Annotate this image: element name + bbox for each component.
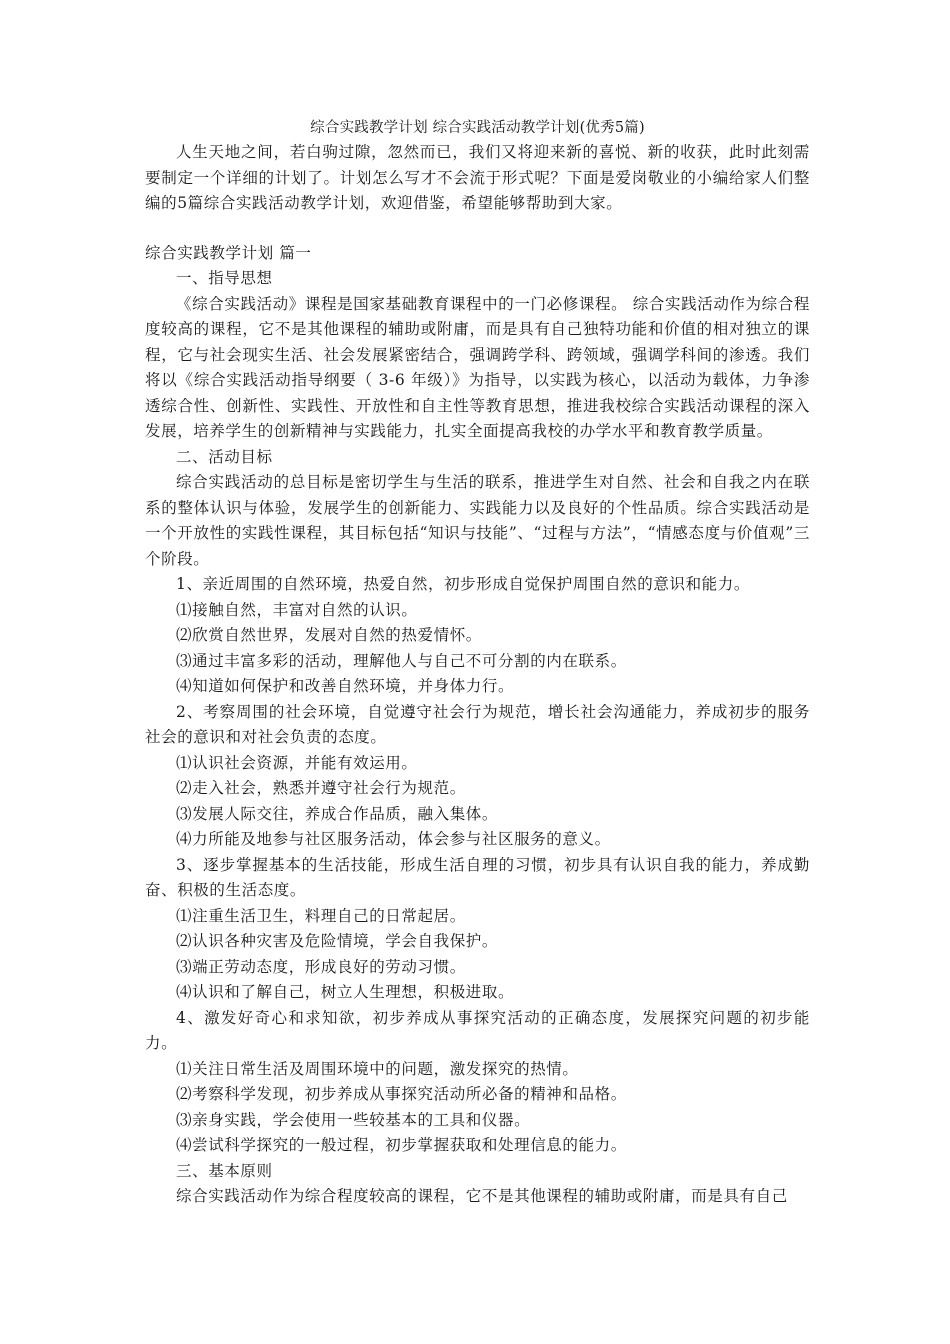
sub-item: ⑴关注日常生活及周围环境中的问题，激发探究的热情。 (176, 1059, 579, 1078)
paragraph: 《综合实践活动》课程是国家基础教育课程中的一门必修课程。 综合实践活动作为综合程度较高的课程，它不是其他课程的辅助或附庸，而是具有自己独特功能和价值的相对独立的课程，它与社会现实生活、社会发展紧密结合，强调跨学科、跨领域，强调学科间的渗透。我们将以《综合实践活动指导纲要（ 3-6 年级）》为指导，以实践为核心，以活动为载体，力争渗透综合性、创新性、实践性、开放性和自主性等教育思想，推进我校综合实践活动课程的深入发展，培养学生的创新精神与实践能力，扎实全面提高我校的办学水平和教育教学质量。 (145, 294, 810, 440)
sub-item: ⑷尝试科学探究的一般过程，初步掌握获取和处理信息的能力。 (176, 1136, 627, 1154)
sub-item: ⑴认识社会资源，并能有效运用。 (176, 753, 418, 772)
sub-item: ⑵欣赏自然世界，发展对自然的热爱情怀。 (176, 626, 482, 644)
sub-item: ⑴接触自然，丰富对自然的认识。 (176, 600, 418, 619)
sub-item: ⑶端正劳动态度，形成良好的劳动习惯。 (176, 957, 466, 976)
paragraph: 综合实践活动的总目标是密切学生与生活的联系，推进学生对自然、社会和自我之内在联系的整体认识与体验，发展学生的创新能力、实践能力以及良好的个性品质。综合实践活动是一个开放性的实践性课程，其目标包括“知识与技能”、“过程与方法”，“情感态度与价值观”三个阶段。 (145, 473, 810, 568)
sub-item: ⑷力所能及地参与社区服务活动，体会参与社区服务的意义。 (176, 830, 611, 848)
sub-item: ⑵走入社会，熟悉并遵守社会行为规范。 (176, 779, 466, 797)
intro-paragraph: 人生天地之间，若白驹过隙，忽然而已，我们又将迎来新的喜悦、新的收获，此时此刻需要制定一个详细的计划了。计划怎么写才不会流于形式呢？下面是爱岗敬业的小编给家人们整编的5篇综合实践活动教学计划，欢迎借鉴，希望能够帮助到大家。 (145, 143, 810, 212)
goal-item: 2、考察周围的社会环境，自觉遵守社会行为规范，增长社会沟通能力，养成初步的服务社会的意识和对社会负责的态度。 (145, 702, 810, 746)
section-title: 综合实践教学计划 篇一 (145, 243, 312, 262)
goal-item: 4、激发好奇心和求知欲，初步养成从事探究活动的正确态度，发展探究问题的初步能力。 (145, 1008, 810, 1052)
heading-basic-principles: 三、基本原则 (176, 1161, 273, 1180)
paragraph: 综合实践活动作为综合程度较高的课程，它不是其他课程的辅助或附庸，而是具有自己 (176, 1187, 788, 1205)
sub-item: ⑶发展人际交往，养成合作品质，融入集体。 (176, 804, 499, 823)
sub-item: ⑶亲身实践，学会使用一些较基本的工具和仪器。 (176, 1110, 531, 1129)
goal-item: 3、逐步掌握基本的生活技能，形成生活自理的习惯，初步具有认识自我的能力，养成勤奋、积极的生活态度。 (145, 855, 810, 899)
document-title: 综合实践教学计划 综合实践活动教学计划(优秀5篇) (310, 120, 645, 136)
sub-item: ⑶通过丰富多彩的活动，理解他人与自己不可分割的内在联系。 (176, 651, 627, 670)
heading-guiding-idea: 一、指导思想 (176, 269, 273, 287)
goal-item: 1、亲近周围的自然环境，热爱自然，初步形成自觉保护周围自然的意识和能力。 (176, 575, 750, 593)
sub-item: ⑴注重生活卫生，料理自己的日常起居。 (176, 906, 466, 925)
heading-activity-goals: 二、活动目标 (176, 447, 273, 466)
sub-item: ⑷认识和了解自己，树立人生理想，积极进取。 (176, 983, 515, 1001)
sub-item: ⑵考察科学发现，初步养成从事探究活动所必备的精神和品格。 (176, 1085, 627, 1103)
sub-item: ⑷知道如何保护和改善自然环境，并身体力行。 (176, 677, 515, 695)
document-page (145, 116, 810, 1210)
sub-item: ⑵认识各种灾害及危险情境，学会自我保护。 (176, 932, 499, 950)
spacer (145, 217, 810, 241)
